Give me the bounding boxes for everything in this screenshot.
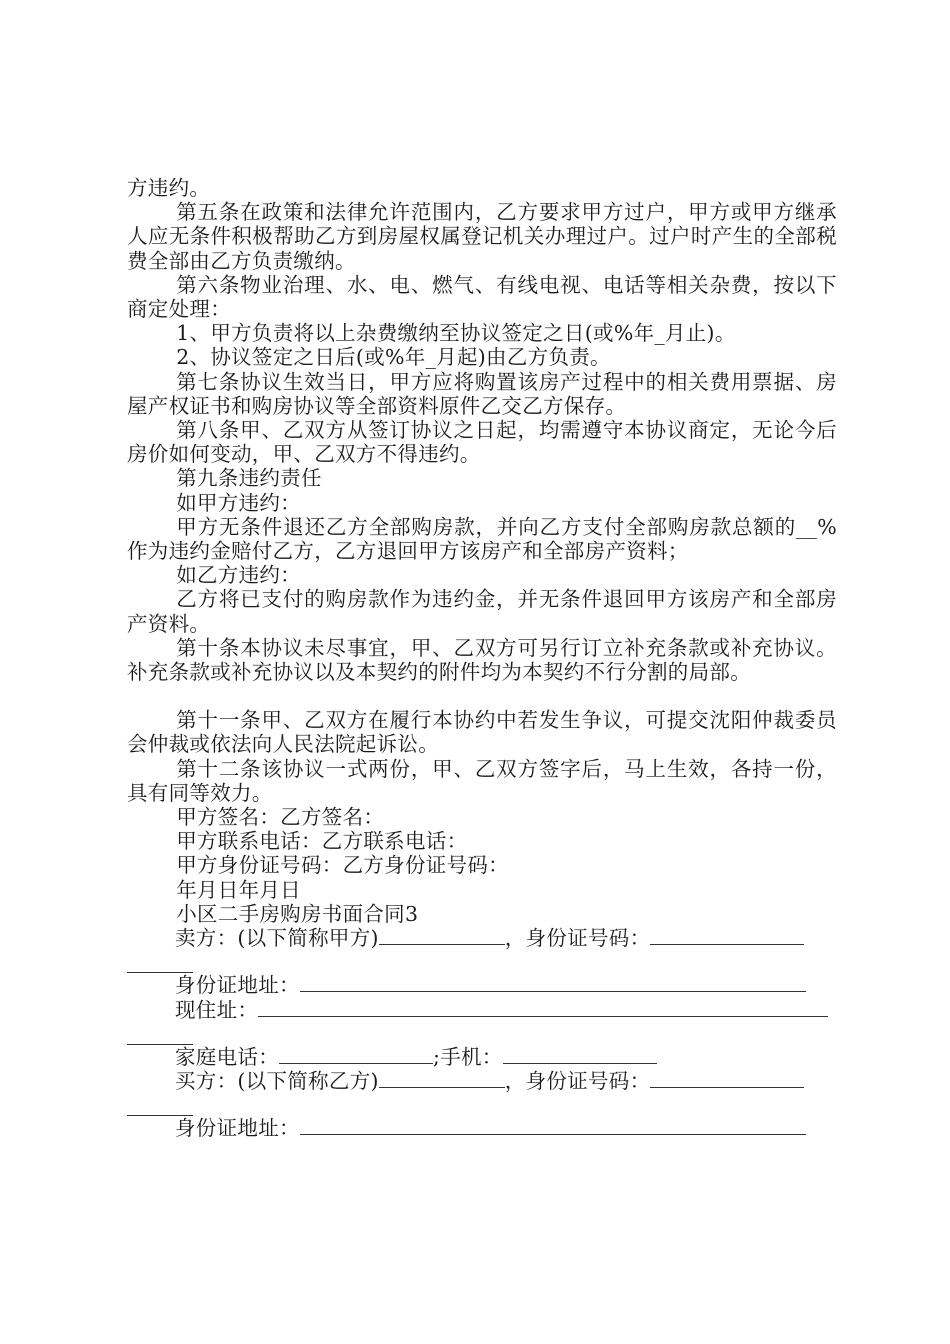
home-phone-label: 家庭电话：	[175, 1044, 279, 1069]
paragraph: 如甲方违约：	[176, 490, 301, 515]
buyer-id-blank[interactable]	[650, 1069, 804, 1088]
paragraph: 甲方无条件退还乙方全部购房款，并向乙方支付全部购房款总额的__%作为违约金赔付乙方，乙方退回甲方该房产和全部房产资料；	[127, 514, 837, 564]
paragraph: 方违约。	[127, 176, 211, 200]
section-title: 小区二手房购房书面合同3	[176, 901, 419, 926]
seller-id-blank-continued[interactable]	[127, 950, 193, 973]
seller-label: 卖方：(以下简称甲方)	[175, 926, 379, 951]
current-address-row	[127, 998, 837, 1022]
buyer-id-address-blank[interactable]	[300, 1116, 806, 1135]
buyer-id-blank-continued[interactable]	[127, 1093, 193, 1116]
paragraph: 2、协议签定之日后(或%年_月起)由乙方负责。	[176, 345, 611, 370]
mobile-label: ;手机：	[433, 1044, 503, 1069]
id-address-label-2: 身份证地址：	[175, 1116, 300, 1141]
paragraph: 1、甲方负责将以上杂费缴纳至协议签定之日(或%年_月止)。	[176, 321, 736, 346]
paragraph: 第十一条甲、乙双方在履行本协约中若发生争议，可提交沈阳仲裁委员会仲裁或依法向人民法院起诉讼。	[127, 708, 837, 757]
paragraph: 第十条本协议未尽事宜，甲、乙双方可另行订立补充条款或补充协议。补充条款或补充协议以及本契约的附件均为本契约不行分割的局部。	[127, 635, 837, 685]
paragraph: 第八条甲、乙双方从签订协议之日起，均需遵守本协议商定，无论今后房价如何变动，甲、乙双方不得违约。	[127, 418, 837, 467]
buyer-row	[127, 1069, 837, 1093]
mobile-blank[interactable]	[503, 1045, 657, 1064]
buyer-id-label: ，身份证号码：	[504, 1068, 651, 1093]
current-address-label: 现住址：	[175, 997, 259, 1022]
seller-name-blank[interactable]	[379, 926, 505, 945]
current-address-blank[interactable]	[258, 998, 828, 1017]
paragraph: 第六条物业治理、水、电、燃气、有线电视、电话等相关杂费，按以下商定处理：	[127, 272, 837, 322]
paragraph: 第十二条该协议一式两份，甲、乙双方签字后，马上生效，各持一份，具有同等效力。	[127, 756, 837, 805]
seller-id-label: ，身份证号码：	[504, 926, 651, 951]
phone-row	[127, 1045, 837, 1069]
id-address-label: 身份证地址：	[175, 973, 300, 998]
home-phone-blank[interactable]	[279, 1045, 433, 1064]
phone-line: 甲方联系电话：乙方联系电话：	[176, 829, 468, 854]
paragraph: 乙方将已支付的购房款作为违约金，并无条件退回甲方该房产和全部房产资料。	[127, 587, 837, 636]
paragraph: 第五条在政策和法律允许范围内，乙方要求甲方过户，甲方或甲方继承人应无条件积极帮助乙方到房屋权属登记机关办理过户。过户时产生的全部税费全部由乙方负责缴纳。	[127, 200, 837, 273]
paragraph: 第七条协议生效当日，甲方应将购置该房产过程中的相关费用票据、房屋产权证书和购房协议等全部资料原件乙交乙方保存。	[127, 369, 837, 418]
seller-id-address-blank[interactable]	[300, 973, 806, 992]
seller-id-address-row	[127, 973, 837, 997]
signature-line: 甲方签名：乙方签名：	[176, 805, 385, 830]
contract-page	[127, 176, 837, 1140]
seller-row	[127, 926, 837, 950]
id-number-line: 甲方身份证号码：乙方身份证号码：	[176, 853, 509, 878]
current-address-blank-continued[interactable]	[127, 1022, 193, 1045]
date-line: 年月日年月日	[176, 877, 301, 902]
blank-line	[127, 684, 837, 708]
seller-id-blank[interactable]	[650, 926, 804, 945]
buyer-name-blank[interactable]	[379, 1069, 505, 1088]
buyer-label: 买方：(以下简称乙方)	[175, 1068, 379, 1093]
buyer-id-address-row	[127, 1116, 837, 1140]
paragraph: 第九条违约责任	[176, 466, 322, 491]
paragraph: 如乙方违约：	[176, 563, 301, 588]
